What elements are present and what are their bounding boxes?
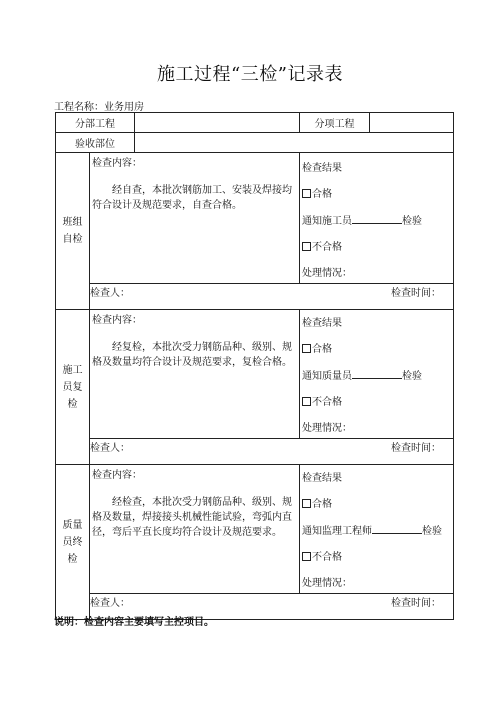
check-content-text: 经复检，本批次受力钢筋品种、级别、规格及数量均符合设计及规范要求，复检合格。	[92, 342, 292, 368]
inspector-label: 检查人：	[90, 443, 130, 454]
subdivision-label: 分部工程	[56, 113, 135, 133]
handling-label: 处理情况：	[302, 268, 352, 279]
fail-label: 不合格	[312, 552, 342, 563]
section-self-check-body	[56, 153, 454, 284]
notify-prefix: 通知施工员	[302, 216, 352, 227]
pass-option[interactable]	[302, 188, 451, 201]
notify-blank-field[interactable]	[352, 214, 402, 224]
acceptance-label: 验收部位	[56, 133, 135, 153]
checkbox-icon[interactable]	[302, 242, 311, 251]
check-time-label: 检查时间：	[391, 288, 441, 299]
fail-label: 不合格	[312, 397, 342, 408]
checkbox-icon[interactable]	[302, 344, 311, 353]
form-title: 施工过程“三检”记录表	[157, 64, 343, 85]
notify-suffix: 检验	[422, 526, 442, 537]
check-content-label: 检查内容：	[92, 315, 142, 326]
inspector-label: 检查人：	[90, 288, 130, 299]
section-final-check-body	[56, 465, 454, 594]
notify-line	[302, 369, 451, 383]
fail-option[interactable]	[302, 551, 451, 564]
check-result-label: 检查结果	[302, 163, 342, 174]
notify-prefix: 通知监理工程师	[302, 526, 372, 537]
fail-option[interactable]	[302, 396, 451, 409]
check-content-text: 经自查，本批次钢筋加工、安装及焊接均符合设计及规范要求，自查合格。	[92, 185, 292, 211]
section-recheck-body	[56, 310, 454, 439]
header-row-acceptance	[56, 133, 454, 153]
pass-option[interactable]	[302, 343, 451, 356]
pass-label: 合格	[312, 344, 332, 355]
subdivision-value-field[interactable]	[135, 113, 300, 133]
check-result-label: 检查结果	[302, 318, 342, 329]
footnote: 说明：检查内容主要填写主控项目。	[54, 617, 214, 628]
notify-line	[302, 524, 451, 538]
notify-prefix: 通知质量员	[302, 371, 352, 382]
check-time-label: 检查时间：	[391, 443, 441, 454]
check-result-label: 检查结果	[302, 473, 342, 484]
fail-label: 不合格	[312, 242, 342, 253]
checkbox-icon[interactable]	[302, 397, 311, 406]
check-result-cell	[300, 465, 454, 594]
check-content-cell[interactable]	[90, 310, 300, 439]
pass-option[interactable]	[302, 498, 451, 511]
pass-label: 合格	[312, 499, 332, 510]
section-role-label: 质量员终检	[56, 465, 90, 620]
check-content-text: 经检查，本批次受力钢筋品种、级别、规格及数量，焊接接头机械性能试验，弯弧内直径，弯后平直长度均符合设计及规范要求。	[92, 497, 292, 538]
check-content-label: 检查内容：	[92, 158, 142, 169]
checkbox-icon[interactable]	[302, 552, 311, 561]
item-value-field[interactable]	[370, 113, 454, 133]
pass-label: 合格	[312, 189, 332, 200]
notify-line	[302, 214, 451, 228]
notify-suffix: 检验	[402, 371, 422, 382]
inspector-label: 检查人：	[90, 598, 130, 609]
signature-cell[interactable]	[90, 284, 454, 310]
handling-label: 处理情况：	[302, 423, 352, 434]
signature-cell[interactable]	[90, 439, 454, 465]
handling-label: 处理情况：	[302, 578, 352, 589]
check-content-cell[interactable]	[90, 465, 300, 594]
checkbox-icon[interactable]	[302, 499, 311, 508]
section-recheck-sign	[56, 439, 454, 465]
fail-option[interactable]	[302, 241, 451, 254]
inspection-form-table	[55, 112, 454, 620]
notify-blank-field[interactable]	[372, 524, 422, 534]
header-row-subdivision	[56, 113, 454, 133]
notify-blank-field[interactable]	[352, 369, 402, 379]
project-name: 工程名称：业务用房	[54, 102, 144, 113]
checkbox-icon[interactable]	[302, 189, 311, 198]
item-label: 分项工程	[300, 113, 370, 133]
acceptance-value-field[interactable]	[135, 133, 454, 153]
section-role-label: 班组自检	[56, 153, 90, 310]
check-result-cell	[300, 310, 454, 439]
check-time-label: 检查时间：	[391, 598, 441, 609]
section-self-check-sign	[56, 284, 454, 310]
check-result-cell	[300, 153, 454, 284]
section-role-label: 施工员复检	[56, 310, 90, 465]
notify-suffix: 检验	[402, 216, 422, 227]
check-content-label: 检查内容：	[92, 470, 142, 481]
check-content-cell[interactable]	[90, 153, 300, 284]
